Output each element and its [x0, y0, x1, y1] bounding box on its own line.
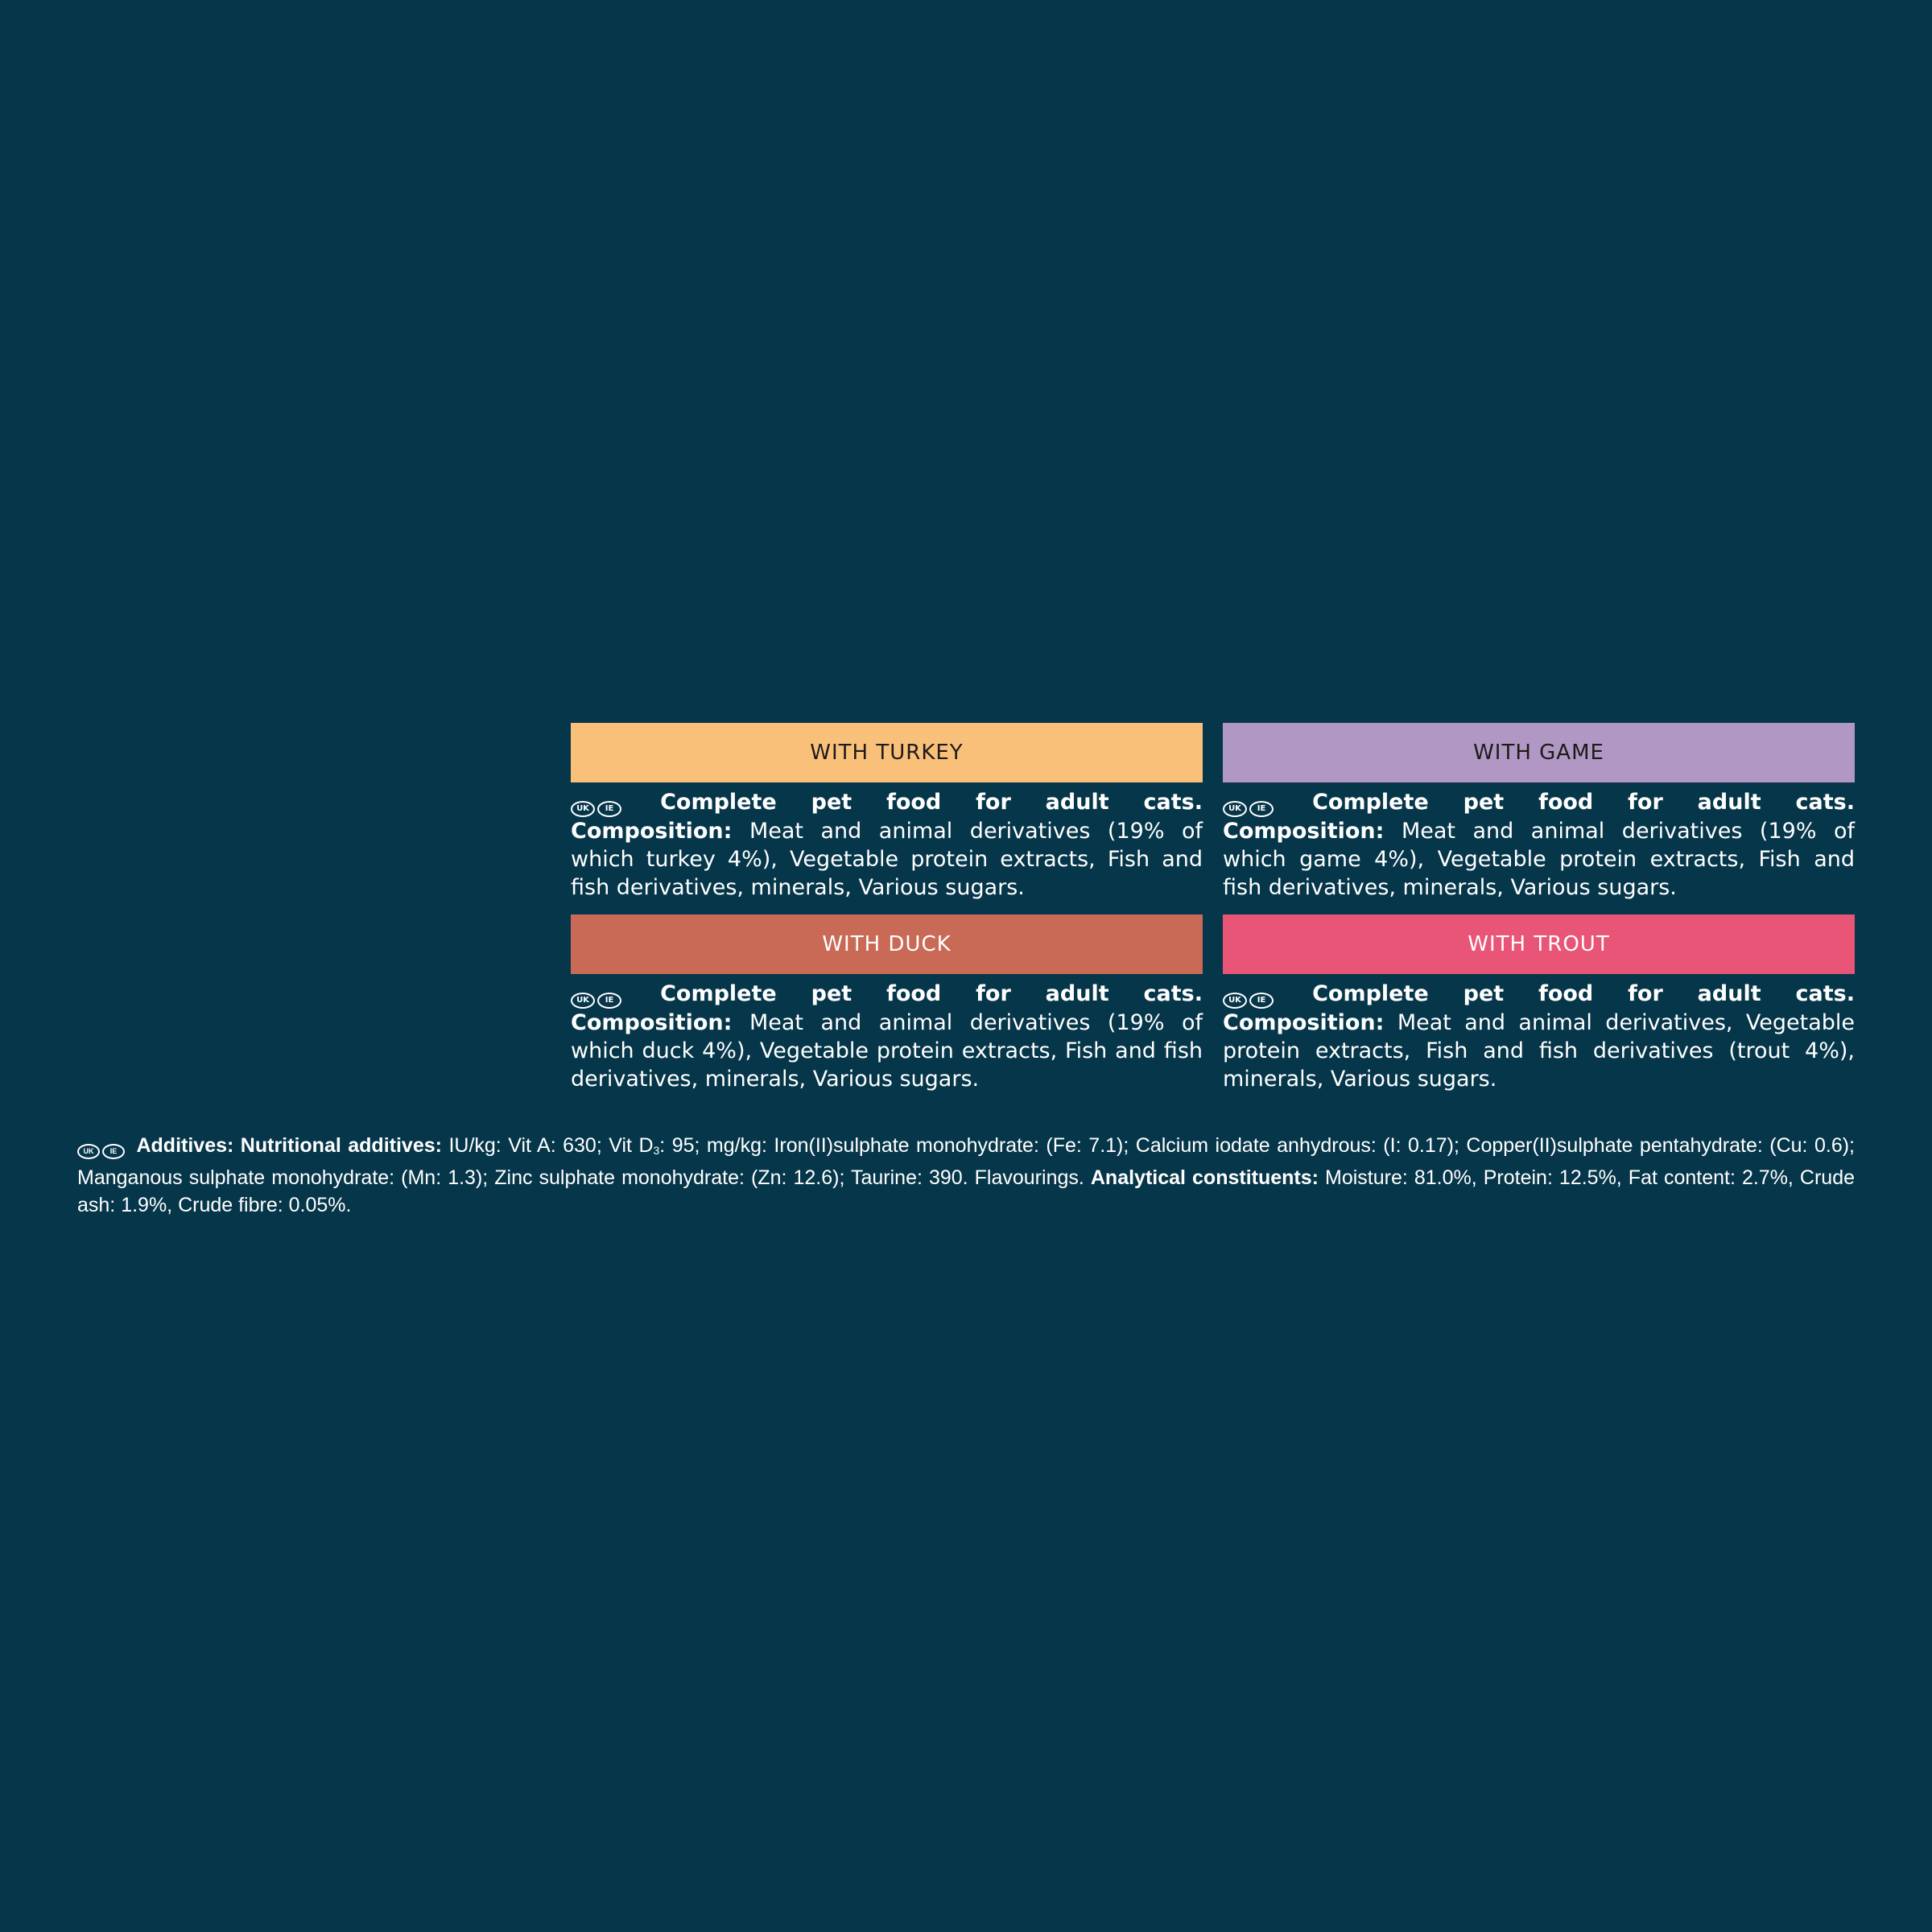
variant-banner-trout [1223, 914, 1855, 974]
variant-title: WITH TROUT [1468, 932, 1610, 956]
uk-flag-icon: UK [77, 1144, 100, 1159]
description-lead: Complete pet food for adult cats. Composition: [1223, 790, 1855, 844]
country-flags [1223, 801, 1274, 817]
country-flags [77, 1144, 125, 1159]
variant-banner-turkey [571, 723, 1203, 782]
ie-flag-icon: IE [102, 1144, 125, 1159]
variant-title: WITH GAME [1473, 741, 1604, 765]
variant-trout [1223, 914, 1855, 1106]
variant-banner-game [1223, 723, 1855, 782]
ie-flag-icon: IE [597, 993, 621, 1009]
description-lead: Complete pet food for adult cats. Composition: [571, 790, 1203, 844]
description-lead: Complete pet food for adult cats. Composition: [571, 981, 1203, 1035]
ie-flag-icon: IE [597, 801, 621, 817]
variant-title: WITH TURKEY [810, 741, 964, 765]
variants-grid [571, 723, 1855, 1106]
country-flags [571, 993, 621, 1009]
variant-description [1223, 980, 1855, 1093]
variant-title: WITH DUCK [822, 932, 952, 956]
analytical-label: Analytical constituents: [1090, 1166, 1319, 1189]
ie-flag-icon: IE [1249, 801, 1274, 817]
description-text: Meat and animal derivatives, Vegetable protein extracts, Fish and fish derivatives (trout 4%), minerals, Various sugars. [1223, 1009, 1855, 1092]
additives-paragraph [77, 1132, 1855, 1219]
description-text: Meat and animal derivatives (19% of which game 4%), Vegetable protein extracts, Fish and fish derivatives, minerals, Various sugars. [1223, 818, 1855, 900]
country-flags [1223, 993, 1274, 1009]
country-flags [571, 801, 621, 817]
ie-flag-icon: IE [1249, 993, 1274, 1009]
variant-banner-duck [571, 914, 1203, 974]
variant-game [1223, 723, 1855, 914]
variant-description [1223, 788, 1855, 902]
variant-description [571, 788, 1203, 902]
variant-turkey [571, 723, 1203, 914]
variant-duck [571, 914, 1203, 1106]
additives-text-start: IU/kg: Vit A: 630; Vit D [448, 1134, 654, 1157]
analytical-text: Moisture: 81.0%, Protein: 12.5%, Fat content: 2.7%, Crude ash: 1.9%, Crude fibre: 0.05%. [77, 1166, 1855, 1216]
variant-description [571, 980, 1203, 1093]
uk-flag-icon: UK [1223, 993, 1247, 1009]
description-text: Meat and animal derivatives (19% of which turkey 4%), Vegetable protein extracts, Fish and fish derivatives, minerals, Various sugars. [571, 818, 1203, 900]
additives-text-rest: : 95; mg/kg: Iron(II)sulphate monohydrate: (Fe: 7.1); Calcium iodate anhydrous: (I: 0.17); Copper(II)sulphate pentahydrate: (Cu: 0.6); Manganous sulphate monohydrate: (Mn: 1.3); Zinc sulphate monohydrate: (Zn: 12.6); Taurine: 390. Flavourings. [77, 1134, 1855, 1189]
description-lead: Complete pet food for adult cats. Composition: [1223, 981, 1855, 1035]
uk-flag-icon: UK [1223, 801, 1247, 817]
description-text: Meat and animal derivatives (19% of which duck 4%), Vegetable protein extracts, Fish and fish derivatives, minerals, Various sugars. [571, 1009, 1203, 1092]
vitamin-d-subscript: 3 [653, 1144, 660, 1157]
uk-flag-icon: UK [571, 801, 595, 817]
additives-label: Additives: Nutritional additives: [136, 1134, 442, 1157]
uk-flag-icon: UK [571, 993, 595, 1009]
